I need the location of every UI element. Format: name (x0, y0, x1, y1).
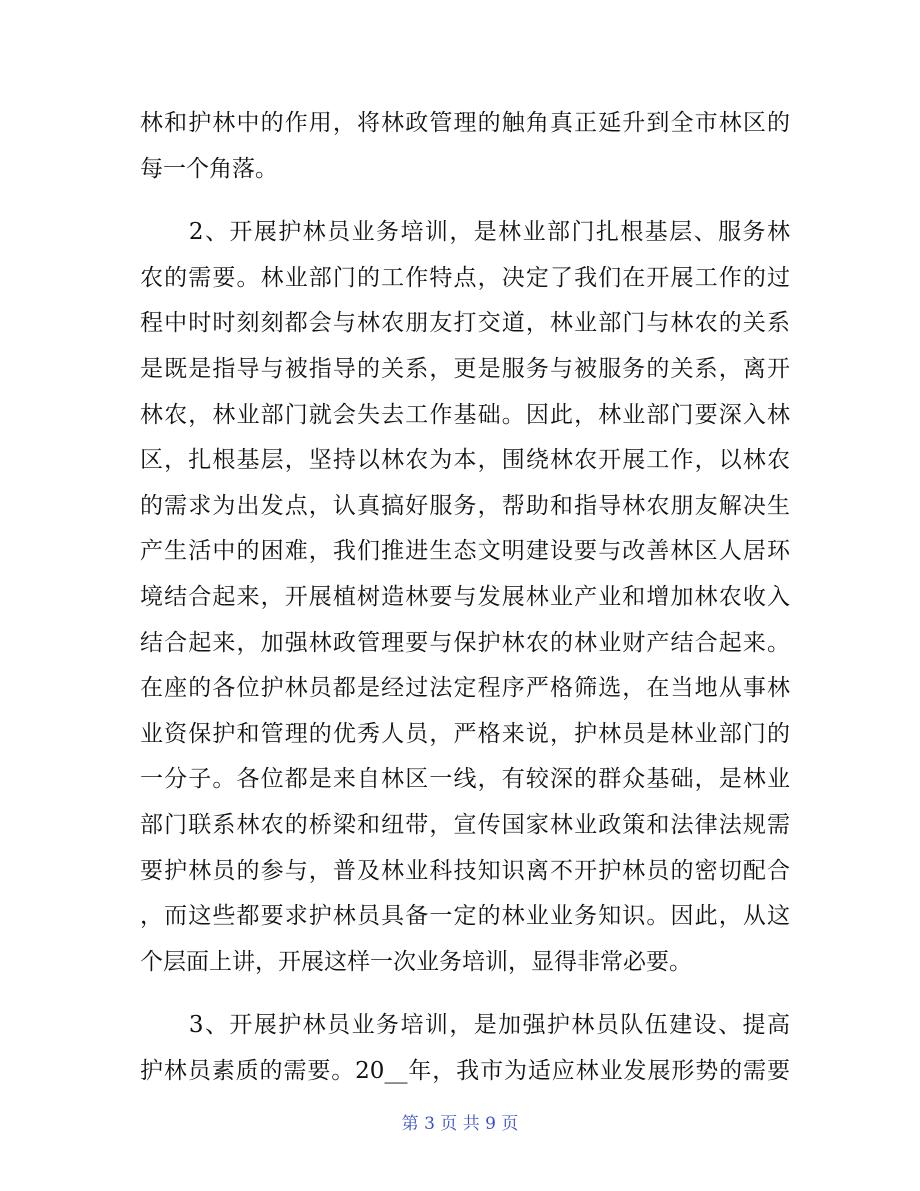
text-line: 2、开展护林员业务培训，是林业部门扎根基层、服务林 (140, 219, 790, 246)
text-line: 的需求为出发点，认真搞好服务，帮助和指导林农朋友解决生 (140, 492, 790, 519)
text-line: 每一个角落。 (140, 155, 278, 182)
text-line: 林和护林中的作用，将林政管理的触角真正延升到全市林区的 (140, 110, 790, 136)
paragraph (140, 210, 790, 985)
text-line: ，而这些都要求护林员具备一定的林业业务知识。因此，从这 (140, 903, 790, 930)
text-line: 部门联系林农的桥梁和纽带，宣传国家林业政策和法律法规需 (140, 811, 790, 838)
text-line: 业资保护和管理的优秀人员，严格来说，护林员是林业部门的 (140, 720, 790, 747)
body-text (140, 101, 790, 1094)
text-line: 护林员素质的需要。20__年，我市为适应林业发展形势的需要 (140, 1057, 790, 1084)
text-line: 要护林员的参与，普及林业科技知识离不开护林员的密切配合 (140, 857, 790, 884)
text-line: 产生活中的困难，我们推进生态文明建设要与改善林区人居环 (140, 538, 790, 565)
paragraph-gap (140, 985, 790, 1003)
paragraph (140, 101, 790, 192)
text-line: 个层面上讲，开展这样一次业务培训，显得非常必要。 (140, 948, 692, 975)
text-line: 农的需要。林业部门的工作特点，决定了我们在开展工作的过 (140, 264, 790, 291)
text-line: 区，扎根基层，坚持以林农为本，围绕林农开展工作，以林农 (140, 447, 790, 474)
text-line: 是既是指导与被指导的关系，更是服务与被服务的关系，离开 (140, 355, 790, 382)
paragraph-gap (140, 192, 790, 210)
text-line: 程中时时刻刻都会与林农朋友打交道，林业部门与林农的关系 (140, 310, 790, 337)
text-line: 境结合起来，开展植树造林要与发展林业产业和增加林农收入 (140, 583, 790, 610)
text-line: 一分子。各位都是来自林区一线，有较深的群众基础，是林业 (140, 766, 790, 793)
text-line: 在座的各位护林员都是经过法定程序严格筛选，在当地从事林 (140, 675, 790, 702)
page-number-footer: 第 3 页 共 9 页 (401, 1114, 519, 1134)
text-line: 林农，林业部门就会失去工作基础。因此，林业部门要深入林 (140, 401, 790, 428)
paragraph (140, 1003, 790, 1094)
text-line: 结合起来，加强林政管理要与保护林农的林业财产结合起来。 (140, 629, 790, 656)
text-line: 3、开展护林员业务培训，是加强护林员队伍建设、提高 (140, 1012, 790, 1039)
